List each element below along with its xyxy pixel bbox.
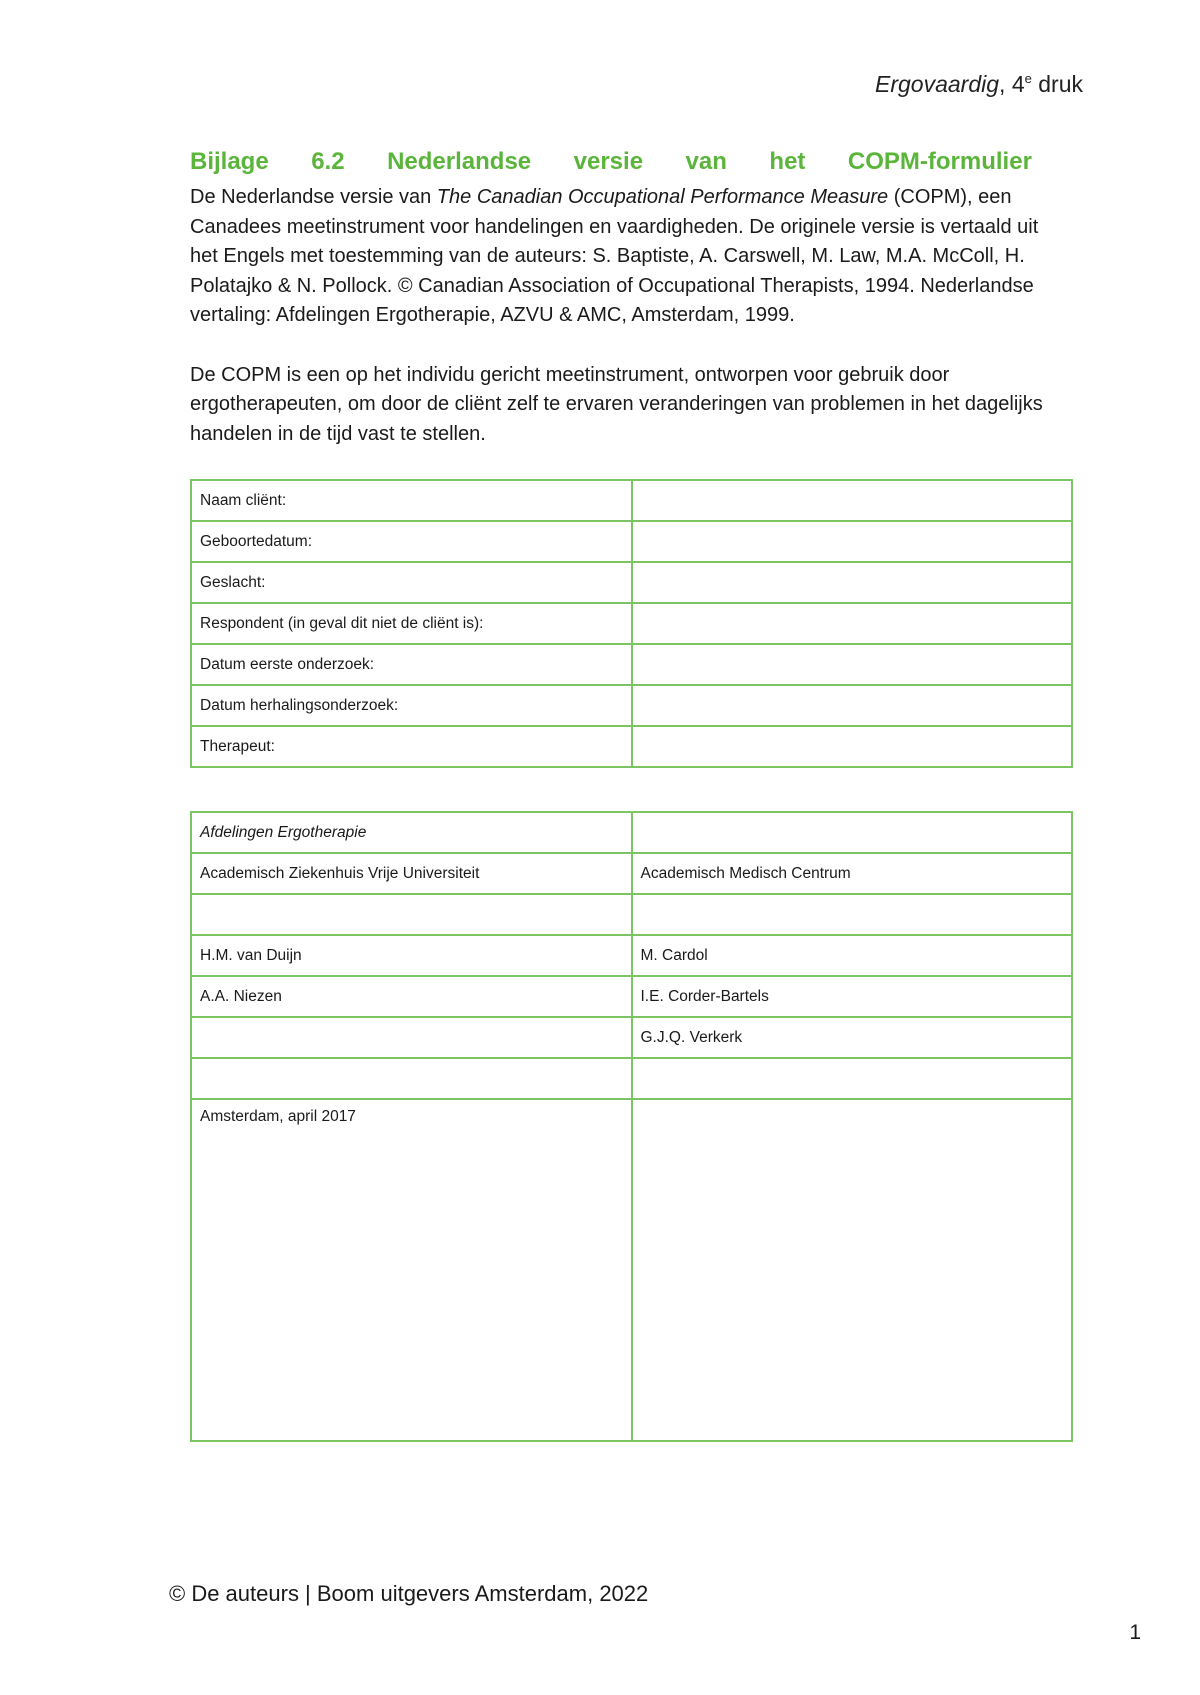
table-row <box>191 480 1072 521</box>
table-row <box>191 685 1072 726</box>
gender-field[interactable] <box>632 562 1073 603</box>
empty-cell <box>632 1058 1073 1099</box>
empty-cell <box>632 812 1073 853</box>
first-assessment-date-field[interactable] <box>632 644 1073 685</box>
book-title: Ergovaardig <box>875 71 1000 97</box>
edition-superscript: e <box>1024 71 1032 86</box>
table-row <box>191 726 1072 767</box>
author-name: G.J.Q. Verkerk <box>632 1017 1073 1058</box>
reassessment-date-label: Datum herhalingsonderzoek: <box>191 685 632 726</box>
edition-separator: , <box>999 71 1012 97</box>
table-row <box>191 1058 1072 1099</box>
birth-date-label: Geboortedatum: <box>191 521 632 562</box>
respondent-field[interactable] <box>632 603 1073 644</box>
client-name-label: Naam cliënt: <box>191 480 632 521</box>
author-name: H.M. van Duijn <box>191 935 632 976</box>
client-info-table <box>190 479 1073 768</box>
title-word: van <box>685 148 727 175</box>
title-word: versie <box>573 148 644 175</box>
intro-p1-start: De Nederlandse versie van <box>190 186 437 208</box>
table-row <box>191 1017 1072 1058</box>
table-row <box>191 562 1072 603</box>
table-row <box>191 812 1072 853</box>
table-row <box>191 894 1072 935</box>
table-row <box>191 603 1072 644</box>
therapist-field[interactable] <box>632 726 1073 767</box>
empty-cell <box>191 1017 632 1058</box>
organization-left: Academisch Ziekenhuis Vrije Universiteit <box>191 853 632 894</box>
intro-text <box>190 183 1070 449</box>
table-row <box>191 1099 1072 1441</box>
intro-p1-rest: (COPM), een Canadees meetinstrument voor handelingen en vaardigheden. De originele versie is vertaald uit het Engels met toestemming van de auteurs: S. Baptiste, A. Carswell, M. Law, M.A. McColl, H. Polatajko & N. Pollock. © Canadian Association of Occupational Therapists, 1994. Nederlandse vertaling: Afdelingen Ergotherapie, AZVU & AMC, Amsterdam, 1999. <box>190 186 1039 326</box>
empty-cell <box>191 894 632 935</box>
place-date: Amsterdam, april 2017 <box>191 1099 632 1441</box>
author-name: M. Cardol <box>632 935 1073 976</box>
footer-copyright: © De auteurs | Boom uitgevers Amsterdam, 2022 <box>169 1581 649 1606</box>
birth-date-field[interactable] <box>632 521 1073 562</box>
therapist-label: Therapeut: <box>191 726 632 767</box>
first-assessment-date-label: Datum eerste onderzoek: <box>191 644 632 685</box>
table-row <box>191 644 1072 685</box>
edition-number: 4 <box>1011 71 1025 97</box>
edition-word: druk <box>1031 71 1083 97</box>
empty-cell <box>191 1058 632 1099</box>
gender-label: Geslacht: <box>191 562 632 603</box>
author-name: A.A. Niezen <box>191 976 632 1017</box>
title-word: COPM-formulier <box>847 148 1032 175</box>
title-word: Bijlage <box>190 148 269 175</box>
organization-right: Academisch Medisch Centrum <box>632 853 1073 894</box>
intro-paragraph-1 <box>190 183 1070 331</box>
title-word: het <box>769 148 806 175</box>
client-name-field[interactable] <box>632 480 1073 521</box>
table-row <box>191 521 1072 562</box>
intro-paragraph-2: De COPM is een op het individu gericht meetinstrument, ontworpen voor gebruik door ergotherapeuten, om door de cliënt zelf te ervaren veranderingen van problemen in het dagelijks handelen in de tijd vast te stellen. <box>190 363 1043 445</box>
intro-p1-italic: The Canadian Occupational Performance Measure <box>436 186 889 208</box>
reassessment-date-field[interactable] <box>632 685 1073 726</box>
respondent-label: Respondent (in geval dit niet de cliënt is): <box>191 603 632 644</box>
credits-table <box>190 811 1073 1442</box>
empty-cell <box>632 1099 1073 1441</box>
title-word: Nederlandse <box>387 148 532 175</box>
table-row <box>191 976 1072 1017</box>
author-name: I.E. Corder-Bartels <box>632 976 1073 1017</box>
empty-cell <box>632 894 1073 935</box>
running-header <box>875 71 1083 98</box>
page-title <box>190 148 1032 176</box>
title-word: 6.2 <box>311 148 345 175</box>
page-number: 1 <box>1129 1621 1141 1644</box>
table-row <box>191 853 1072 894</box>
table-row <box>191 935 1072 976</box>
department-heading: Afdelingen Ergotherapie <box>191 812 632 853</box>
